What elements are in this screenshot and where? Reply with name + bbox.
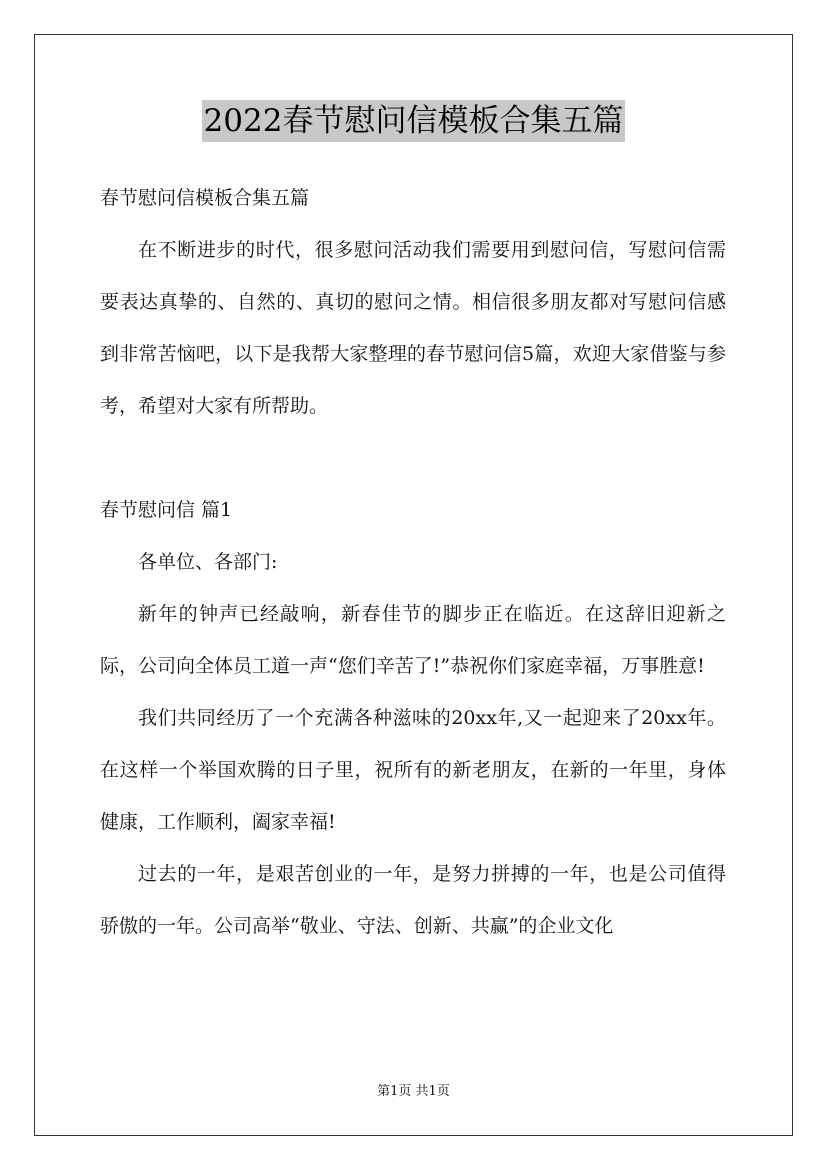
document-subtitle: 春节慰问信模板合集五篇 [100, 187, 310, 209]
letter-paragraph: 我们共同经历了一个充满各种滋味的20xx年,又一起迎来了20xx年。在这样一个举国欢腾的日子里，祝所有的新老朋友，在新的一年里，身体健康，工作顺利，阖家幸福! [100, 707, 726, 833]
section-spacer [100, 432, 726, 484]
page-number-footer: 第1页 共1页 [377, 1084, 450, 1099]
section-heading: 春节慰问信 篇1 [100, 499, 233, 521]
letter-paragraph: 过去的一年，是艰苦创业的一年，是努力拼搏的一年，也是公司值得骄傲的一年。公司高举“敬业、守法、创新、共赢”的企业文化 [100, 863, 726, 937]
letter-salutation: 各单位、各部门: [138, 551, 278, 573]
intro-paragraph: 在不断进步的时代，很多慰问活动我们需要用到慰问信，写慰问信需要表达真挚的、自然的、真切的慰问之情。相信很多朋友都对写慰问信感到非常苦恼吧，以下是我帮大家整理的春节慰问信5篇，欢迎大家借鉴与参考，希望对大家有所帮助。 [100, 239, 726, 417]
letter-paragraph: 新年的钟声已经敲响，新春佳节的脚步正在临近。在这辞旧迎新之际，公司向全体员工道一声“您们辛苦了!”恭祝你们家庭幸福，万事胜意! [100, 603, 726, 677]
document-body [100, 172, 726, 952]
title-container [0, 100, 827, 142]
document-title: 2022春节慰问信模板合集五篇 [202, 100, 626, 142]
